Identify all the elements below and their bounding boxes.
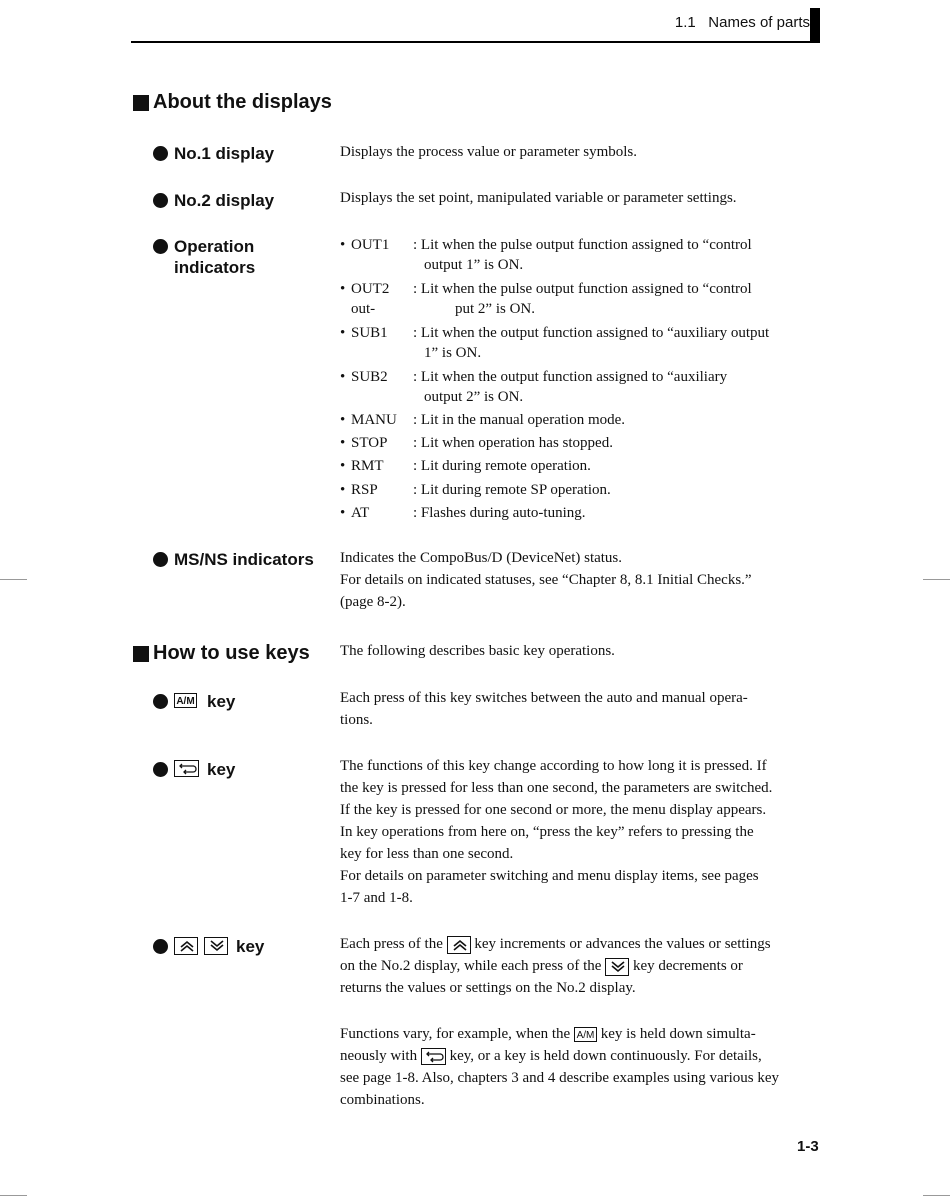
text-run: Each press of the: [340, 936, 443, 952]
header-tab-bar: [810, 8, 820, 42]
text-run: on the No.2 display, while each press of the: [340, 958, 602, 974]
indicator-desc: : Lit during remote operation.: [413, 458, 591, 474]
header-rule: [131, 41, 820, 43]
am-line-2: tions.: [340, 712, 373, 728]
indicator-desc: : Lit when the pulse output function assigned to “control: [413, 237, 752, 253]
text-run: key increments or advances the values or settings: [474, 936, 771, 952]
updown-line-3: returns the values or settings on the No.2 display.: [340, 980, 636, 996]
subheading-msns-indicators: [153, 549, 314, 570]
am-key-icon: A/M: [174, 693, 197, 708]
mode-key-icon: [421, 1048, 446, 1065]
subheading-text: key: [207, 692, 236, 711]
heading-text: About the displays: [153, 91, 332, 113]
indicator-desc: : Lit during remote SP operation.: [413, 482, 611, 498]
updown-line-2: [340, 955, 824, 977]
square-bullet-icon: [133, 95, 149, 111]
subheading-mode-key: [153, 759, 235, 780]
indicator-name: SUB2: [351, 369, 388, 385]
no2-description: Displays the set point, manipulated variable or parameter settings.: [340, 190, 737, 206]
crop-mark-right: [923, 579, 950, 580]
subheading-text: No.1 display: [174, 144, 275, 163]
indicator-desc-cont: put 2” is ON.: [455, 301, 535, 317]
no1-description: Displays the process value or parameter symbols.: [340, 144, 638, 160]
circle-bullet-icon: [153, 146, 168, 161]
subheading-text: No.2 display: [174, 191, 275, 210]
mode-key-description: [340, 755, 824, 909]
circle-bullet-icon: [153, 762, 168, 777]
indicator-name: OUT1: [351, 237, 390, 253]
indicator-name: SUB1: [351, 325, 388, 341]
crop-mark-left: [0, 579, 27, 580]
msns-line-1: Indicates the CompoBus/D (DeviceNet) status.: [340, 550, 623, 566]
mode-line: If the key is pressed for one second or more, the menu display appears.: [340, 802, 767, 818]
subheading-no2-display: [153, 190, 274, 211]
msns-line-2: For details on indicated statuses, see “Chapter 8, 8.1 Initial Checks.”: [340, 572, 752, 588]
section-heading-keys: [133, 642, 310, 665]
indicator-desc: : Lit when operation has stopped.: [413, 435, 613, 451]
mode-line: 1-7 and 1-8.: [340, 890, 413, 906]
msns-description: [340, 547, 824, 613]
subheading-text: key: [236, 937, 265, 956]
text-run: neously with: [340, 1048, 418, 1064]
subheading-text: [174, 236, 255, 278]
indicator-name: STOP: [351, 435, 388, 451]
func-line-2: [340, 1045, 824, 1067]
up-down-description: [340, 933, 824, 999]
mode-line: In key operations from here on, “press the key” refers to pressing the: [340, 824, 754, 840]
indicator-desc: : Flashes during auto-tuning.: [413, 505, 586, 521]
am-key-icon: A/M: [574, 1027, 597, 1042]
section-heading-displays: [133, 91, 332, 114]
func-line-4: combinations.: [340, 1092, 425, 1108]
indicator-desc: : Lit when the pulse output function assigned to “control: [413, 281, 752, 297]
mode-line: key for less than one second.: [340, 846, 514, 862]
subheading-operation-indicators: [153, 236, 255, 278]
func-line-3: see page 1-8. Also, chapters 3 and 4 describe examples using various key: [340, 1070, 780, 1086]
circle-bullet-icon: [153, 239, 168, 254]
mode-line: For details on parameter switching and menu display items, see pages: [340, 868, 759, 884]
circle-bullet-icon: [153, 694, 168, 709]
indicator-name: MANU: [351, 412, 397, 428]
indicator-desc-hyphen: out-: [351, 301, 376, 317]
mode-line: The functions of this key change according to how long it is pressed. If: [340, 758, 767, 774]
subheading-no1-display: [153, 143, 274, 164]
subheading-text: key: [207, 760, 236, 779]
subheading-line-2: indicators: [174, 258, 256, 277]
page-number: 1-3: [797, 1138, 819, 1155]
subheading-text: MS/NS indicators: [174, 550, 314, 569]
mode-key-icon: [174, 760, 199, 777]
text-run: Functions vary, for example, when the: [340, 1026, 571, 1042]
down-key-icon: [605, 958, 629, 976]
circle-bullet-icon: [153, 939, 168, 954]
updown-line-1: [340, 933, 824, 955]
key-combination-description: [340, 1023, 824, 1111]
text-run: key is held down simulta-: [600, 1026, 756, 1042]
header-title: Names of parts: [708, 14, 810, 31]
indicator-name: AT: [351, 505, 370, 521]
indicator-desc: : Lit when the output function assigned to “auxiliary: [413, 369, 728, 385]
indicator-desc: : Lit when the output function assigned to “auxiliary output: [413, 325, 770, 341]
heading-text: How to use keys: [153, 642, 310, 664]
text-run: key decrements or: [632, 958, 743, 974]
subheading-line-1: Operation: [174, 237, 255, 256]
down-key-icon: [204, 937, 228, 955]
indicator-name: RSP: [351, 482, 378, 498]
header-section: 1.1: [674, 14, 696, 31]
up-key-icon: [447, 936, 471, 954]
circle-bullet-icon: [153, 552, 168, 567]
indicator-desc: : Lit in the manual operation mode.: [413, 412, 626, 428]
running-header: [675, 14, 810, 31]
am-key-description: [340, 687, 824, 731]
indicator-desc-cont: 1” is ON.: [424, 345, 482, 361]
indicator-desc-cont: output 1” is ON.: [424, 257, 524, 273]
func-line-1: [340, 1023, 824, 1045]
indicator-name: OUT2: [351, 281, 390, 297]
square-bullet-icon: [133, 646, 149, 662]
keys-intro: The following describes basic key operations.: [340, 643, 615, 659]
subheading-am-key: [153, 691, 235, 712]
indicator-desc-cont: output 2” is ON.: [424, 389, 524, 405]
indicator-name: RMT: [351, 458, 384, 474]
mode-line: the key is pressed for less than one second, the parameters are switched.: [340, 780, 773, 796]
circle-bullet-icon: [153, 193, 168, 208]
am-line-1: Each press of this key switches between the auto and manual opera-: [340, 690, 748, 706]
up-key-icon: [174, 937, 198, 955]
text-run: key, or a key is held down continuously. For details,: [449, 1048, 762, 1064]
subheading-up-down-keys: [153, 936, 264, 957]
msns-line-3: (page 8-2).: [340, 594, 406, 610]
